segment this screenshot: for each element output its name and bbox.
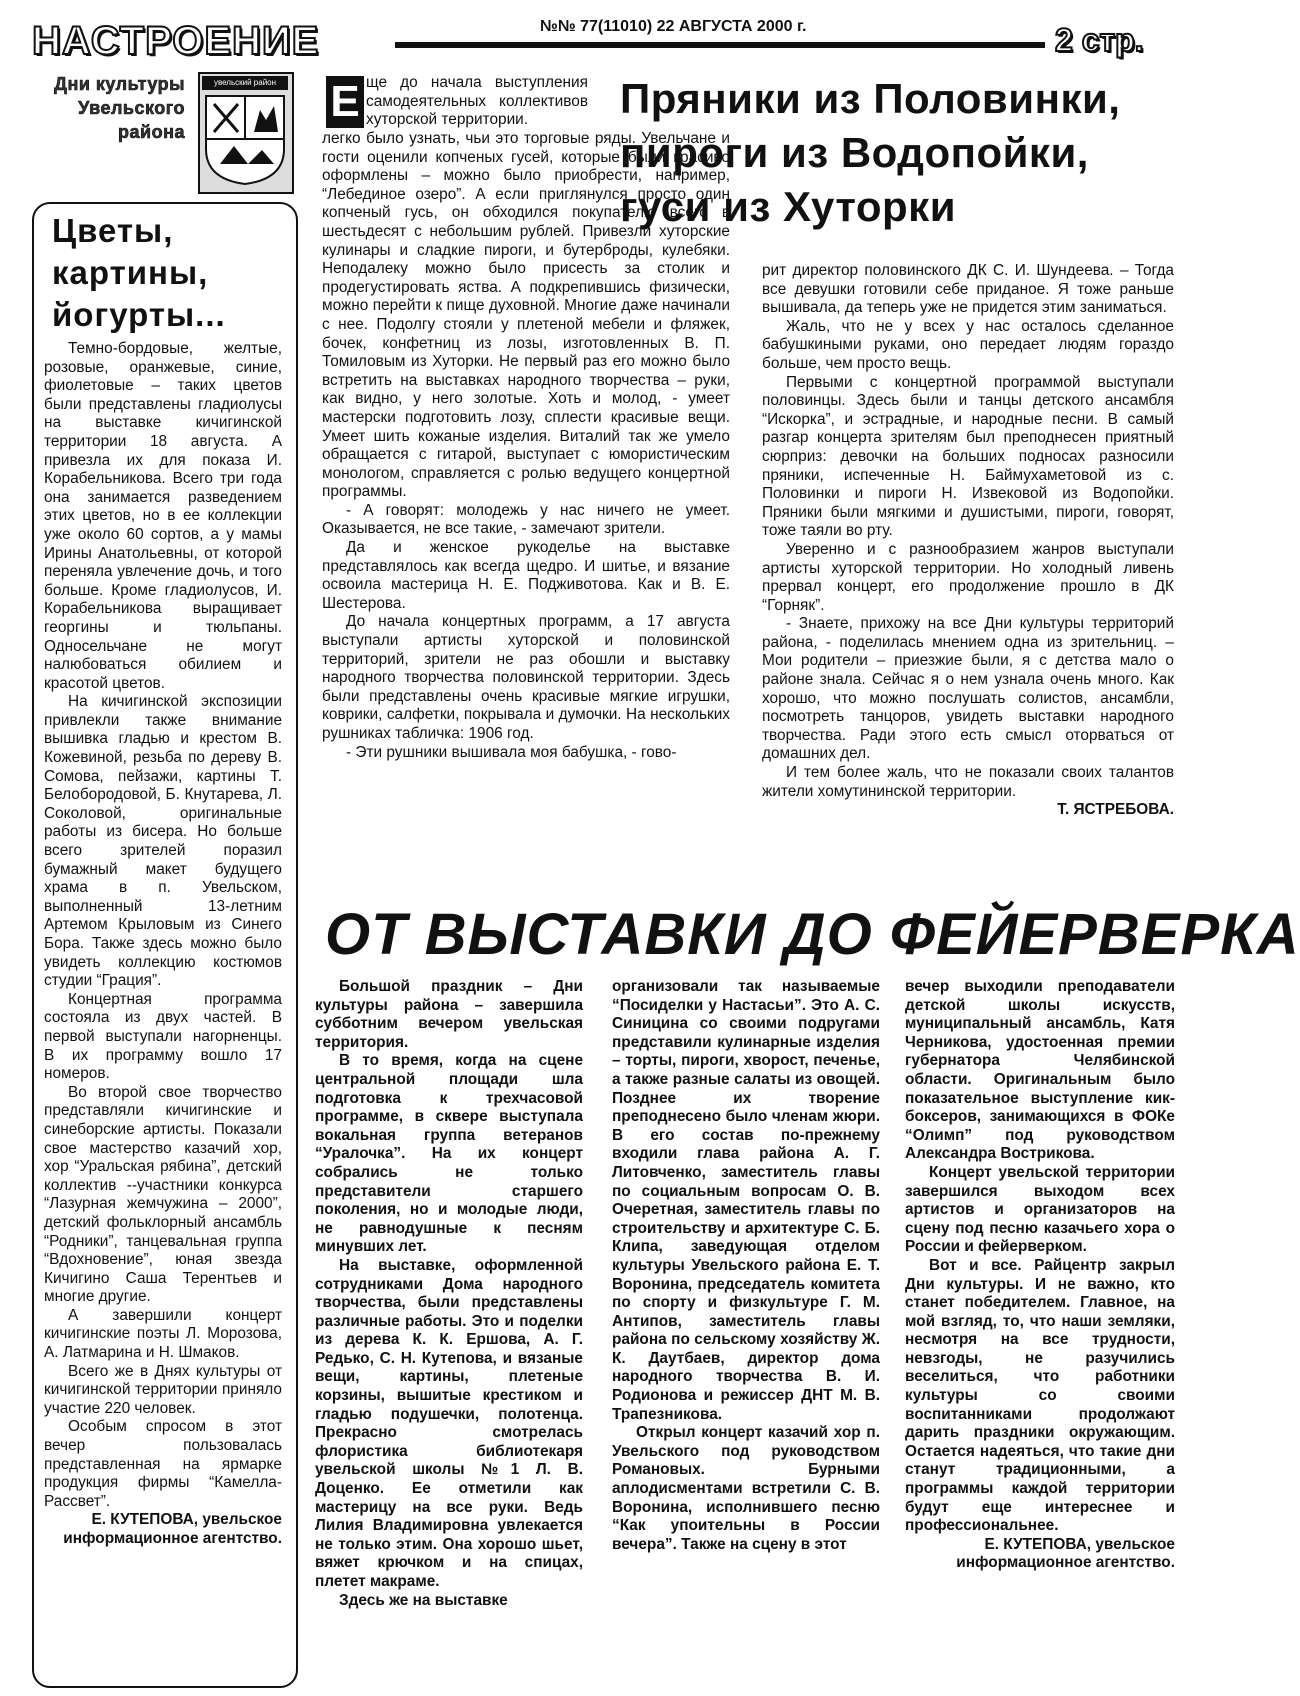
- left-article-title: Цветы, картины, йогурты...: [52, 212, 226, 333]
- paragraph: Особым спросом в этот вечер пользовалась представленная на ярмарке продукция фирмы “Камелла-Рассвет”.: [44, 1418, 282, 1510]
- emblem-caption: увельский район: [202, 76, 288, 90]
- paragraph: организовали так называемые “Посиделки у Настасьи”. Это А. С. Синицина со своими подругами представили кулинарные изделия – торты, пироги, хворост, печенье, а также разные салаты из овощей. Позднее их творение преподнесено было членам жюри. В его состав по-прежнему входили глава района А. Г. Литовченко, заместитель главы по социальным вопросам О. В. Очеретная, заместитель главы по строительству и архитектуре С. Б. Клипа, заведующая отделом культуры Увельского района Е. Т. Воронина, председатель комитета по спорту и физкультуре Г. М. Антипов, заместитель главы района по сельскому хозяйству Ж. К. Даутбаев, директор дома народного творчества В. И. Родионова и режиссер ДНТ М. В. Трапезникова.: [612, 978, 880, 1423]
- left-article-body: [44, 340, 282, 1549]
- main-article-lead: [366, 74, 588, 130]
- paragraph: Да и женское рукоделье на выставке представлялось как всегда щедро. И шитье, и вязание освоила мастерица Н. Е. Подживотова. Как и В. Е. Шестерова.: [322, 539, 730, 612]
- paragraph: Темно-бордовые, желтые, розовые, оранжевые, синие, фиолетовые – таких цветов были представлены гладиолусы на выставке кичигинской территории 18 августа. А привезла их для показа И. Корабельникова. Всего три года она занимается разведением этих цветов, но в ее коллекции уже около 60 сортов, а у мамы Ирины Анатольевны, от которой переняла увлечение дочь, и того больше. Кроме гладиолусов, И. Корабельникова выращивает георгины и тюльпаны. Односельчане не могут налюбоваться обилием и красотой цветов.: [44, 340, 282, 692]
- paragraph: А завершили концерт кичигинские поэты Л. Морозова, А. Латмарина и Н. Шмаков.: [44, 1306, 282, 1362]
- emblem-shield-icon: [204, 94, 286, 186]
- paragraph: Здесь же на выставке: [339, 1591, 508, 1609]
- masthead-rule: [395, 42, 1045, 48]
- main-article-col1: [322, 130, 730, 762]
- rubric-label: Дни культуры Увельского района: [54, 74, 185, 142]
- paragraph: рит директор половинского ДК С. И. Шундеева. – Тогда все девушки готовили себе приданое. Я тоже раньше вышивала, да теперь уже не придется этим заниматься.: [762, 262, 1174, 317]
- paragraph: Всего же в Днях культуры от кичигинской территории приняло участие 220 человек.: [44, 1362, 282, 1417]
- paragraph: Открыл концерт казачий хор п. Увельского под руководством Романовых. Бурными аплодисментами встретили С. В. Воронина, исполнившего песню “Как упоительны в России вечера”. Также на сцену в этот: [612, 1424, 880, 1553]
- bottom-article-title: ОТ ВЫСТАВКИ ДО ФЕЙЕРВЕРКА: [325, 902, 1300, 967]
- bottom-article-signature: Е. КУТЕПОВА, увельское информационное агентство.: [956, 1535, 1175, 1572]
- paragraph: вечер выходили преподаватели детской школы искусств, муниципальный ансамбль, Катя Черникова, удостоенная премии губернатора Челябинской области. Оригинальным было показательное выступление кик-боксеров, занимающихся в ФОКе “Олимп” под руководством Александра Вострикова.: [905, 978, 1175, 1163]
- paragraph: Уверенно и с разнообразием жанров выступали артисты хуторской территории. Но холодный ливень прервал концерт, его продолжение прошло в ДК “Горняк”.: [762, 540, 1174, 614]
- paragraph: И тем более жаль, что не показали своих талантов жители хомутининской территории.: [762, 764, 1174, 800]
- paragraph: - Знаете, прихожу на все Дни культуры территорий района, - поделилась мнением одна из зрительниц. – Мои родители – приезжие были, я с детства мало о районе знала. Сейчас я о нем узнала очень много. Как хорошо, что можно послушать солистов, ансамбли, посмотреть танцоров, увидеть выставки народного творчества. Ради этого есть смысл оторваться от домашних дел.: [762, 615, 1174, 763]
- issue-number: №№ 77(11010) 22 АВГУСТА 2000 г.: [540, 18, 807, 35]
- paragraph: В то время, когда на сцене центральной площади шла подготовка к трехчасовой программе, в сквере выступала вокальная группа ветеранов “Уралочка”. На их концерт собрались не только представители старшего поколения, но и молодые люди, не равнодушные к песням минувших лет.: [315, 1052, 583, 1256]
- coat-of-arms-icon: [198, 72, 294, 194]
- bottom-article-col3: [905, 978, 1175, 1573]
- main-article-title: Пряники из Половинки, пироги из Водопойки, гуси из Хуторки: [620, 75, 1121, 230]
- paragraph: До начала концертных программ, а 17 августа выступали артисты хуторской и половинской территорий, зрители не раз обошли и выставку народного творчества половинской территории. Здесь были представлены очень красивые мягкие игрушки, коврики, салфетки, покрывала и думочки. На нескольких рушниках табличка: 1906 год.: [322, 613, 730, 742]
- paragraph: Во второй свое творчество представляли кичигинские и синеборские артисты. Показали свое мастерство казачий хор, хор “Уральская рябина”, детский коллектив --участники конкурса “Лазурная жемчужина – 2000”, детский фольклорный ансамбль “Родники”, танцевальная группа “Вдохновение”, юная звезда Кичигино Саша Терентьев и многие другие.: [44, 1083, 282, 1306]
- paragraph: На кичигинской экспозиции привлекли также внимание вышивка гладью и крестом В. Кожевиной, резьба по дереву В. Сомова, пейзажи, картины Т. Белобородовой, Б. Кнутарева, Л. Соколовой, оригинальные работы из бисера. Но больше всего зрителей поразил бумажный макет будущего храма в п. Увельском, выполненный 13-летним Артемом Крыловым из Синего Бора. Также здесь можно было увидеть коллекцию костюмов студии “Грация”.: [44, 693, 282, 990]
- paragraph: На выставке, оформленной сотрудниками Дома народного творчества, были представлены различные работы. Это и поделки из дерева К. К. Ершова, А. Г. Редько, С. Н. Кутепова, и вязаные вещи, картины, плетеные корзины, вышитые крестиком и гладью подушечки, полотенца. Прекрасно смотрелась флористика библиотекаря увельской школы №1 Л. В. Доценко. Ее отметили как мастерицу на все руки. Ведь Лилия Владимировна увлекается не только этим. Она хорошо шьет, вяжет крючком и на спицах, плетет макраме.: [315, 1256, 583, 1590]
- paragraph: Первыми с концертной программой выступали половинцы. Здесь были и танцы детского ансамбля “Искорка”, и эстрадные, и народные песни. В самый разгар концерта зрителям был преподнесен приятный сюрприз: девочки на больших подносах разносили пряники, испеченные Н. Баймухаметовой из с. Половинки и пироги Н. Извековой из Водопойки. Пряники были мягкими и душистыми, пироги, говорят, тоже таяли во рту.: [762, 373, 1174, 540]
- bottom-article-col1: [315, 978, 583, 1610]
- paragraph: Большой праздник – Дни культуры района – завершила субботним вечером увельская территория.: [315, 978, 583, 1051]
- paragraph: легко было узнать, чьи это торговые ряды. Увельчане и гости оценили копченых гусей, которые были красиво оформлены – можно было приобрести, например, “Лебединое озеро”. А если приглянулся просто один копченый гусь, он обходился покупателю всего в шестьдесят с небольшим рублей. Привезли хуторские кулинары и сладкие пироги, и бутерброды, кулебяки. Неподалеку можно было присесть за столик и продегустировать яства. А подкрепившись физически, можно перейти к пище духовной. Многие даже начинали с нее. Подолгу стояли у плетеной мебели и фляжек, бочек, конфетниц из лозы, изготовленных В. П. Томиловым из Хуторки. Не первый раз его можно было встретить на выставках народного творчества – руки, как видно, у него золотые. Хоть и молод, - умеет мастерски подготовить лозу, сплести красивые вещи. Умеет шить кожаные изделия. Виталий так же умело обращается с гитарой, выступает с юмористическим монологом, справляется с ролью ведущего концертной программы.: [322, 130, 730, 501]
- paragraph: - Эти рушники вышивала моя бабушка, - гово-: [346, 743, 677, 761]
- bottom-article-col2: [612, 978, 880, 1554]
- paragraph: - А говорят: молодежь у нас ничего не умеет. Оказывается, не все такие, - замечают зрители.: [322, 501, 730, 538]
- left-article-signature: Е. КУТЕПОВА, увельское информационное агентство.: [63, 1511, 282, 1547]
- paragraph: Жаль, что не у всех у нас осталось сделанное бабушкиными руками, оно передает людям гораздо больше, чем просто вещь.: [762, 317, 1174, 372]
- main-article-signature: Т. ЯСТРЕБОВА.: [1057, 801, 1174, 819]
- drop-cap: Е: [326, 76, 364, 128]
- section-title: НАСТРОЕНИЕ: [32, 19, 320, 63]
- paragraph: Концертная программа состояла из двух частей. В первой выступали нагорненцы. В их программу вошло 17 номеров.: [44, 990, 282, 1083]
- main-article-col2: [762, 262, 1174, 820]
- paragraph: Концерт увельской территории завершился выходом всех артистов и организаторов на сцену под песню казачьего хора о России и фейерверком.: [905, 1163, 1175, 1256]
- page-number: 2 стр.: [1055, 22, 1144, 58]
- lead-text: ще до начала выступления самодеятельных коллективов хуторской территории.: [366, 74, 588, 129]
- paragraph: Вот и все. Райцентр закрыл Дни культуры. И не важно, кто станет победителем. Главное, на мой взгляд, то, что наши земляки, несмотря на все трудности, невзгоды, не разучились веселиться, что работники культуры со своими воспитанниками продолжают дарить праздники окружающим. Остается надеяться, что такие дни станут традиционными, а программы каждой территории будут еще интереснее и профессиональнее.: [905, 1256, 1175, 1535]
